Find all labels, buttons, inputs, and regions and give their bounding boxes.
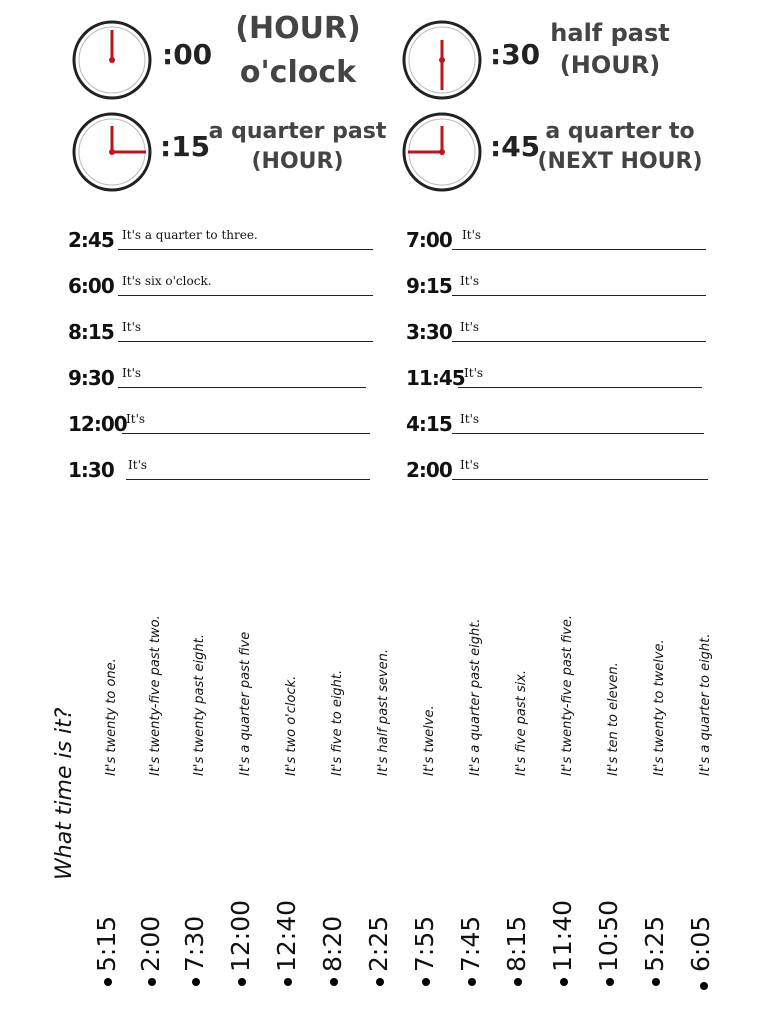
practice-row bbox=[68, 266, 378, 298]
practice-row bbox=[68, 312, 378, 344]
time-item: 8:15 bbox=[502, 915, 531, 972]
time-item: 5:15 bbox=[92, 915, 121, 972]
time-item: 5:25 bbox=[640, 915, 669, 972]
answer-line[interactable] bbox=[452, 249, 706, 250]
clock-half-past-icon bbox=[400, 18, 484, 102]
practice-time: 8:15 bbox=[68, 320, 114, 344]
answer-line[interactable] bbox=[452, 479, 708, 480]
answer-text: It's bbox=[462, 228, 482, 242]
sentence-item: It's five to eight. bbox=[330, 669, 345, 776]
match-dot[interactable] bbox=[514, 978, 522, 986]
match-dot[interactable] bbox=[422, 978, 430, 986]
answer-line[interactable] bbox=[122, 433, 370, 434]
suffix-45: :45 bbox=[490, 130, 541, 163]
answer-line[interactable] bbox=[118, 387, 366, 388]
practice-row bbox=[68, 220, 378, 252]
time-item: 7:45 bbox=[456, 915, 485, 972]
practice-time: 11:45 bbox=[406, 366, 465, 390]
practice-time: 12:00 bbox=[68, 412, 127, 436]
answer-line[interactable] bbox=[118, 295, 373, 296]
practice-row bbox=[406, 450, 716, 482]
practice-row bbox=[406, 220, 716, 252]
answer-line[interactable] bbox=[118, 249, 373, 250]
answer-text: It's bbox=[122, 320, 142, 334]
sentence-item: It's two o'clock. bbox=[284, 675, 299, 776]
answer-text: It's bbox=[122, 366, 142, 380]
suffix-30: :30 bbox=[490, 38, 541, 71]
practice-time: 2:00 bbox=[406, 458, 452, 482]
time-item: 10:50 bbox=[594, 899, 623, 972]
suffix-15: :15 bbox=[160, 130, 211, 163]
phrase-quarter-past: a quarter past bbox=[208, 119, 387, 144]
sentence-item: It's a quarter to eight. bbox=[698, 633, 713, 776]
answer-line[interactable] bbox=[126, 479, 370, 480]
match-dot[interactable] bbox=[468, 978, 476, 986]
practice-row bbox=[68, 404, 378, 436]
phrase-half-past: half past bbox=[550, 19, 670, 47]
time-item: 2:25 bbox=[364, 915, 393, 972]
answer-text: It's bbox=[460, 412, 480, 426]
practice-time: 7:00 bbox=[406, 228, 452, 252]
sentence-item: It's twenty to twelve. bbox=[652, 639, 667, 776]
answer-text: It's a quarter to three. bbox=[122, 228, 258, 242]
practice-time: 2:45 bbox=[68, 228, 114, 252]
time-item: 11:40 bbox=[548, 899, 577, 972]
time-item: 12:00 bbox=[226, 899, 255, 972]
phrase-quarter-past-hour: (HOUR) bbox=[251, 149, 344, 174]
match-dot[interactable] bbox=[192, 978, 200, 986]
sentence-item: It's a quarter past five bbox=[238, 631, 253, 776]
answer-text: It's bbox=[128, 458, 148, 472]
practice-row bbox=[406, 266, 716, 298]
answer-text: It's bbox=[460, 458, 480, 472]
answer-line[interactable] bbox=[452, 341, 706, 342]
match-dot[interactable] bbox=[284, 978, 292, 986]
match-dot[interactable] bbox=[700, 982, 708, 990]
answer-text: It's bbox=[460, 274, 480, 288]
time-item: 6:05 bbox=[686, 915, 715, 972]
sentence-item: It's twenty-five past five. bbox=[560, 614, 575, 776]
sentence-item: It's five past six. bbox=[514, 669, 529, 776]
match-dot[interactable] bbox=[652, 978, 660, 986]
practice-row bbox=[68, 358, 378, 390]
sentence-item: It's a quarter past eight. bbox=[468, 618, 483, 776]
answer-text: It's bbox=[460, 320, 480, 334]
phrase-half-hour: (HOUR) bbox=[559, 51, 661, 79]
answer-line[interactable] bbox=[452, 433, 704, 434]
practice-time: 6:00 bbox=[68, 274, 114, 298]
clock-quarter-to-icon bbox=[400, 110, 484, 194]
answer-text: It's six o'clock. bbox=[122, 274, 212, 288]
practice-time: 9:15 bbox=[406, 274, 452, 298]
match-dot[interactable] bbox=[148, 978, 156, 986]
answer-text: It's bbox=[464, 366, 484, 380]
practice-row bbox=[406, 312, 716, 344]
answer-line[interactable] bbox=[452, 295, 706, 296]
sentence-item: It's twenty-five past two. bbox=[148, 615, 163, 776]
match-dot[interactable] bbox=[238, 978, 246, 986]
match-dot[interactable] bbox=[560, 978, 568, 986]
sentence-item: It's twelve. bbox=[422, 705, 437, 776]
time-item: 8:20 bbox=[318, 915, 347, 972]
sentence-item: It's twenty to one. bbox=[104, 658, 119, 776]
time-item: 7:55 bbox=[410, 915, 439, 972]
phrase-hour: (HOUR) bbox=[235, 11, 361, 46]
phrase-next-hour: (NEXT HOUR) bbox=[537, 149, 703, 174]
practice-row bbox=[68, 450, 378, 482]
practice-time: 9:30 bbox=[68, 366, 114, 390]
sentence-item: It's ten to eleven. bbox=[606, 662, 621, 776]
phrase-oclock: o'clock bbox=[239, 55, 357, 90]
match-dot[interactable] bbox=[606, 978, 614, 986]
matching-title: What time is it? bbox=[52, 707, 77, 880]
practice-time: 3:30 bbox=[406, 320, 452, 344]
practice-row bbox=[406, 358, 716, 390]
sentence-item: It's half past seven. bbox=[376, 649, 391, 776]
phrase-quarter-to: a quarter to bbox=[545, 119, 695, 144]
answer-line[interactable] bbox=[118, 341, 373, 342]
answer-line[interactable] bbox=[458, 387, 702, 388]
time-item: 2:00 bbox=[136, 915, 165, 972]
practice-time: 1:30 bbox=[68, 458, 114, 482]
match-dot[interactable] bbox=[104, 978, 112, 986]
time-item: 12:40 bbox=[272, 899, 301, 972]
practice-row bbox=[406, 404, 716, 436]
answer-text: It's bbox=[126, 412, 146, 426]
practice-time: 4:15 bbox=[406, 412, 452, 436]
sentence-item: It's twenty past eight. bbox=[192, 634, 207, 776]
time-item: 7:30 bbox=[180, 915, 209, 972]
clock-quarter-past-icon bbox=[70, 110, 154, 194]
suffix-00: :00 bbox=[162, 38, 213, 71]
clock-oclock-icon bbox=[70, 18, 154, 102]
match-dot[interactable] bbox=[330, 978, 338, 986]
match-dot[interactable] bbox=[376, 978, 384, 986]
